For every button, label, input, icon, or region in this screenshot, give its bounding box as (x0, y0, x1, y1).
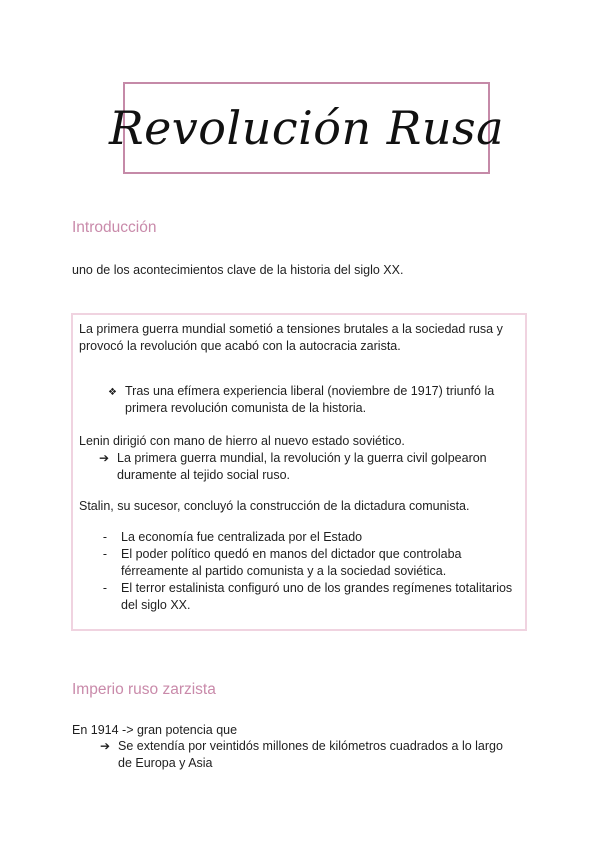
box-paragraph-3: Stalin, su sucesor, concluyó la construcción de la dictadura comunista. (79, 499, 470, 513)
arrow-bullet-icon: ➔ (98, 451, 109, 465)
arrow-bullet-icon: ➔ (99, 739, 110, 753)
box-paragraph-1: La primera guerra mundial sometió a tensiones brutales a la sociedad rusa y provocó la revolución que acabó con la autocracia zarista. (79, 322, 503, 353)
dash-bullet-icon: - (102, 530, 107, 544)
dash-list-item (79, 580, 519, 614)
arrow-list-item (79, 450, 519, 484)
diamond-list-item (79, 383, 519, 417)
dash-item-text: El terror estalinista configuró uno de los grandes regímenes totalitarios del siglo XX. (121, 581, 513, 612)
section-heading-imperio: Imperio ruso zarzista (72, 681, 216, 698)
intro-text: uno de los acontecimientos clave de la historia del siglo XX. (72, 263, 404, 277)
dash-item-text: La economía fue centralizada por el Estado (121, 530, 363, 544)
title-box (108, 82, 505, 174)
box-paragraph-2: Lenin dirigió con mano de hierro al nuevo estado soviético. (79, 434, 405, 448)
imperio-arrow-item (72, 738, 512, 772)
page-title: Revolución Rusa (108, 101, 505, 155)
dash-bullet-icon: - (102, 581, 107, 595)
imperio-arrow-text: Se extendía por veintidós millones de kilómetros cuadrados a lo largo de Europa y Asia (118, 739, 503, 770)
diamond-bullet-icon: ❖ (108, 387, 117, 398)
imperio-text: En 1914 -> gran potencia que (72, 723, 238, 737)
section-heading-introduccion: Introducción (72, 219, 157, 236)
dash-item-text: El poder político quedó en manos del dictador que controlaba férreamente al partido comunista y a la sociedad soviética. (121, 547, 462, 578)
dash-list-item (79, 529, 519, 546)
diamond-item-text: Tras una efímera experiencia liberal (noviembre de 1917) triunfó la primera revolución comunista de la historia. (125, 384, 495, 415)
arrow-item-text: La primera guerra mundial, la revolución y la guerra civil golpearon duramente al tejido social ruso. (117, 451, 487, 482)
dash-bullet-icon: - (102, 547, 107, 561)
dash-list-item (79, 546, 519, 580)
summary-box (71, 313, 527, 631)
